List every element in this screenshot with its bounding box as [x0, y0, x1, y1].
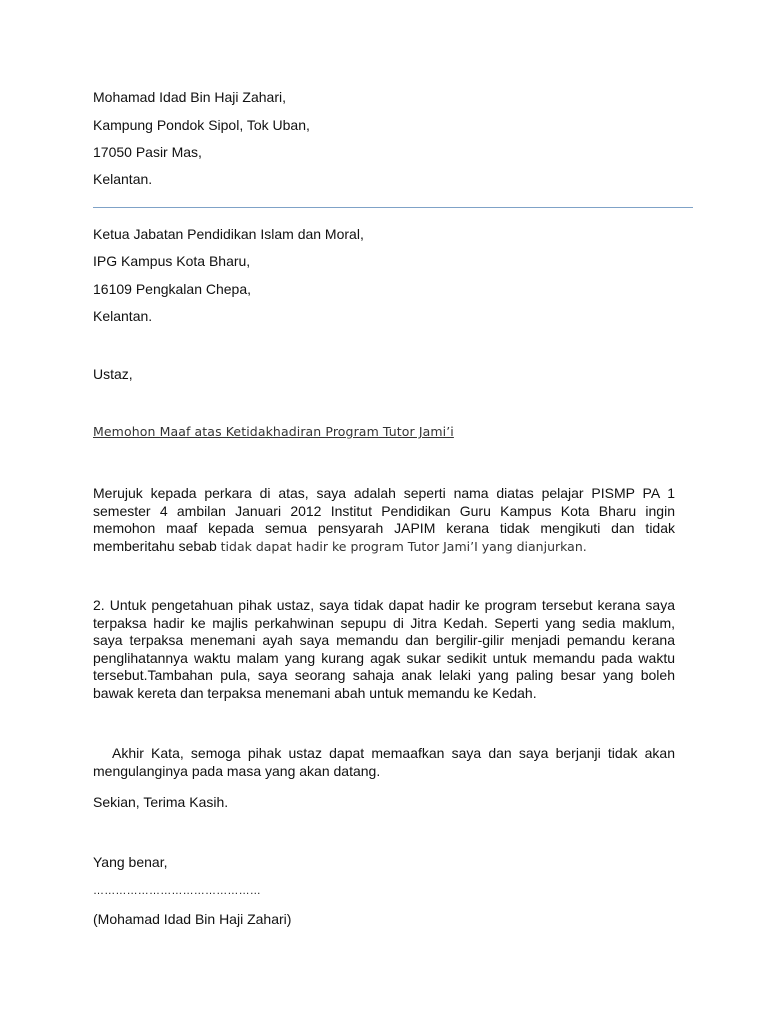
letter-subject: Memohon Maaf atas Ketidakhadiran Program Tutor Jami’i	[93, 424, 454, 439]
recipient-institution: IPG Kampus Kota Bharu,	[93, 253, 251, 269]
sender-address-line-2: 17050 Pasir Mas,	[93, 144, 202, 160]
recipient-title: Ketua Jabatan Pendidikan Islam dan Moral,	[93, 226, 364, 242]
body-paragraph-1-text: Merujuk kepada perkara di atas, saya adalah seperti nama diatas pelajar PISMP PA 1 semester 4 ambilan Januari 2012 Institut Pendidikan Guru Kampus Kota Bharu ingin memohon maaf kepada semua pensyarah JAPIM kerana tidak mengikuti dan tidak memberitahu sebab	[93, 485, 675, 554]
body-paragraph-3	[93, 745, 675, 780]
signature-line: ………………………………………	[93, 885, 261, 897]
sender-state: Kelantan.	[93, 171, 153, 187]
closing-thanks: Sekian, Terima Kasih.	[93, 794, 229, 810]
sender-name: Mohamad Idad Bin Haji Zahari,	[93, 89, 286, 105]
sender-address-line-1: Kampung Pondok Sipol, Tok Uban,	[93, 117, 310, 133]
body-paragraph-3-text: Akhir Kata, semoga pihak ustaz dapat memaafkan saya dan saya berjanji tidak akan mengulanginya pada masa yang akan datang.	[93, 745, 675, 779]
sign-off: Yang benar,	[93, 854, 168, 870]
body-paragraph-1-tail: tidak dapat hadir ke program Tutor Jami’I yang dianjurkan.	[220, 538, 587, 554]
header-divider	[93, 207, 693, 208]
recipient-state: Kelantan.	[93, 308, 153, 324]
signer-name: (Mohamad Idad Bin Haji Zahari)	[93, 911, 292, 927]
body-paragraph-1	[93, 485, 675, 555]
body-paragraph-2: 2. Untuk pengetahuan pihak ustaz, saya tidak dapat hadir ke program tersebut kerana saya terpaksa hadir ke majlis perkahwinan sepupu di Jitra Kedah. Seperti yang sedia maklum, saya terpaksa menemani ayah saya memandu dan bergilir-gilir menjadi pemandu kerana penglihatannya waktu malam yang kurang agak sukar sedikit untuk memandu pada waktu tersebut.Tambahan pula, saya seorang sahaja anak lelaki yang paling besar yang boleh bawak kereta dan terpaksa menemani abah untuk memandu ke Kedah.	[93, 597, 675, 701]
recipient-address: 16109 Pengkalan Chepa,	[93, 281, 252, 297]
salutation: Ustaz,	[93, 366, 133, 382]
